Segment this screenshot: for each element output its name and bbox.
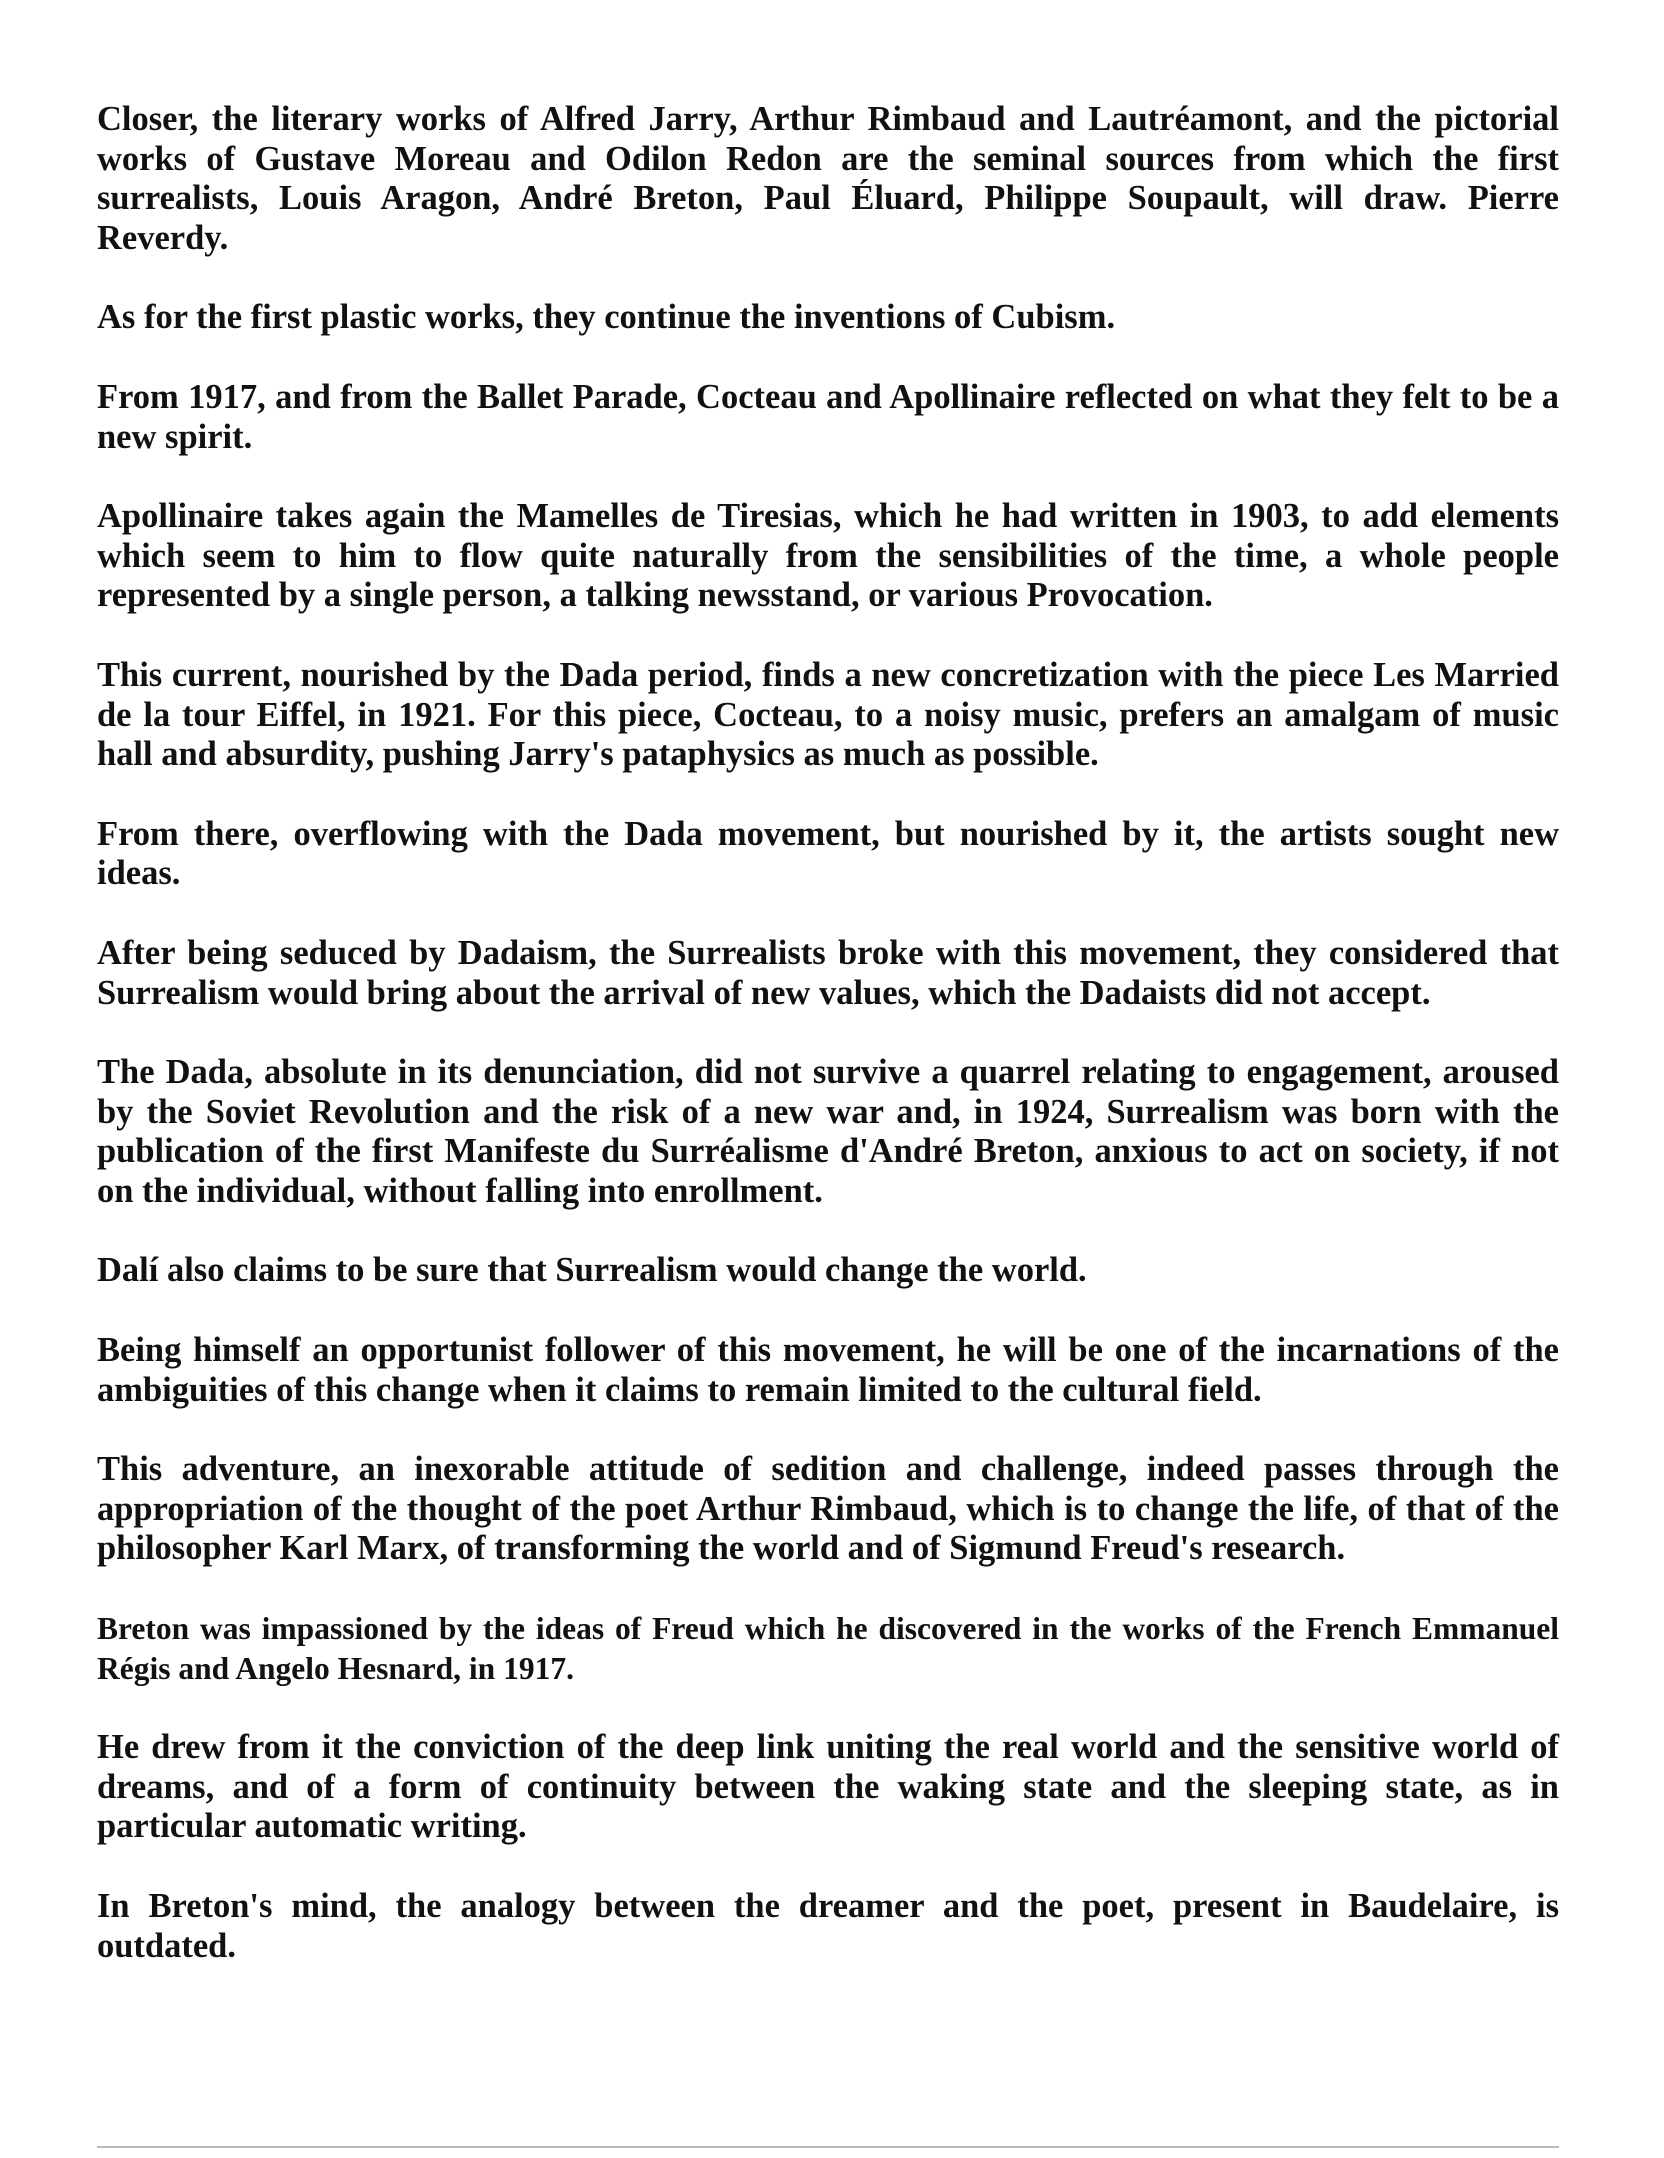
paragraph-5: This current, nourished by the Dada period, finds a new concretization with the piece Les Married de la tour Eiffel, in 1921. For this piece, Cocteau, to a noisy music, prefers an amalgam of music hall and absurdity, pushing Jarry's pataphysics as much as possible. — [97, 655, 1559, 774]
paragraph-7: After being seduced by Dadaism, the Surrealists broke with this movement, they considered that Surrealism would bring about the arrival of new values, which the Dadaists did not accept. — [97, 933, 1559, 1012]
paragraph-13: He drew from it the conviction of the deep link uniting the real world and the sensitive world of dreams, and of a form of continuity between the waking state and the sleeping state, as in particular automatic writing. — [97, 1728, 1559, 1846]
paragraph-9: Dalí also claims to be sure that Surrealism would change the world. — [97, 1251, 1087, 1290]
paragraph-3: From 1917, and from the Ballet Parade, Cocteau and Apollinaire reflected on what they felt to be a new spirit. — [97, 377, 1559, 456]
paragraph-2: As for the first plastic works, they continue the inventions of Cubism. — [97, 298, 1116, 337]
body-text — [97, 100, 1559, 2006]
paragraph-6: From there, overflowing with the Dada movement, but nourished by it, the artists sought new ideas. — [97, 814, 1559, 893]
paragraph-8: The Dada, absolute in its denunciation, did not survive a quarrel relating to engagement, aroused by the Soviet Revolution and the risk of a new war and, in 1924, Surrealism was born with the publication of the first Manifeste du Surréalisme d'André Breton, anxious to act on society, if not on the individual, without falling into enrollment. — [97, 1053, 1559, 1210]
paragraph-10: Being himself an opportunist follower of this movement, he will be one of the incarnations of the ambiguities of this change when it claims to remain limited to the cultural field. — [97, 1331, 1559, 1409]
page-bottom-rule — [97, 2146, 1559, 2148]
paragraph-11: This adventure, an inexorable attitude of sedition and challenge, indeed passes through the appropriation of the thought of the poet Arthur Rimbaud, which is to change the life, of that of the philosopher Karl Marx, of transforming the world and of Sigmund Freud's research. — [97, 1450, 1559, 1568]
paragraph-4: Apollinaire takes again the Mamelles de Tiresias, which he had written in 1903, to add elements which seem to him to flow quite naturally from the sensibilities of the time, a whole people represented by a single person, a talking newsstand, or various Provocation. — [97, 497, 1559, 615]
paragraph-14: In Breton's mind, the analogy between the dreamer and the poet, present in Baudelaire, is outdated. — [97, 1887, 1559, 1965]
paragraph-1: Closer, the literary works of Alfred Jarry, Arthur Rimbaud and Lautréamont, and the pictorial works of Gustave Moreau and Odilon Redon are the seminal sources from which the first surrealists, Louis Aragon, André Breton, Paul Éluard, Philippe Soupault, will draw. Pierre Reverdy. — [97, 100, 1559, 257]
paragraph-12: Breton was impassioned by the ideas of Freud which he discovered in the works of the French Emmanuel Régis and Angelo Hesnard, in 1917. — [97, 1611, 1559, 1686]
